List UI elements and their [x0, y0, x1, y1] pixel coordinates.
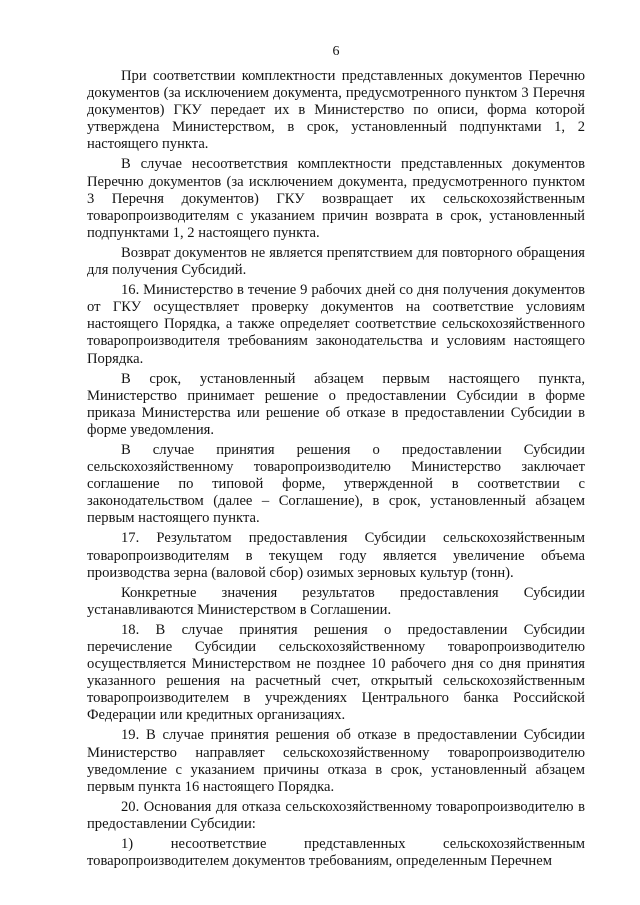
paragraph-documents-return: В случае несоответствия комплектности представленных документов Перечню документов (за исключением документа, предусмотренного пунктом 3 Перечня документов) ГКУ возвращает их сельскохозяйственным товаропроизводителям с указанием причин возврата в срок, установленный подпунктами 1, 2 настоящего пункта.	[87, 156, 585, 241]
paragraph-resubmission: Возврат документов не является препятствием для повторного обращения для получения Субсидий.	[87, 244, 585, 279]
paragraph-decision: В срок, установленный абзацем первым настоящего пункта, Министерство принимает решение о предоставлении Субсидии в форме приказа Министерства или решение об отказе в предоставлении Субсидии в форме уведомления.	[87, 370, 585, 438]
paragraph-item-19: 19. В случае принятия решения об отказе в предоставлении Субсидии Министерство направляет сельскохозяйственному товаропроизводителю уведомление с указанием причины отказа в срок, установленный абзацем первым пункта 16 настоящего Порядка.	[87, 727, 585, 795]
paragraph-result-values: Конкретные значения результатов предоставления Субсидии устанавливаются Министерством в Соглашении.	[87, 584, 585, 618]
paragraph-item-16: 16. Министерство в течение 9 рабочих дней со дня получения документов от ГКУ осуществляет проверку документов на соответствие условиям настоящего Порядка, а также определяет соответствие сельскохозяйственного товаропроизводителя требованиям законодательства и условиям настоящего Порядка.	[87, 282, 585, 367]
paragraph-documents-transfer: При соответствии комплектности представленных документов Перечню документов (за исключением документа, предусмотренного пунктом 3 Перечня документов) ГКУ передает их в Министерство по описи, форма которой утверждена Министерством, в срок, установленный подпунктами 1, 2 настоящего пункта.	[87, 68, 585, 153]
page-number: 6	[332, 44, 340, 59]
paragraph-agreement: В случае принятия решения о предоставлении Субсидии сельскохозяйственному товаропроизводителю Министерство заключает соглашение по типовой форме, утвержденной в соответствии с законодательством (далее – Соглашение), в срок, установленный абзацем первым настоящего пункта.	[87, 441, 585, 527]
paragraph-item-18: 18. В случае принятия решения о предоставлении Субсидии перечисление Субсидии сельскохозяйственному товаропроизводителю осуществляется Министерством не позднее 10 рабочего дня со дня принятия указанного решения на расчетный счет, открытый сельскохозяйственным товаропроизводителем в учреждениях Центрального банка Российской Федерации или кредитных организациях.	[87, 621, 585, 724]
page-body	[87, 68, 585, 873]
paragraph-item-17: 17. Результатом предоставления Субсидии сельскохозяйственным товаропроизводителям в текущем году является увеличение объема производства зерна (валовой сбор) озимых зерновых культур (тонн).	[87, 530, 585, 581]
paragraph-item-20: 20. Основания для отказа сельскохозяйственному товаропроизводителю в предоставлении Субсидии:	[87, 798, 585, 832]
paragraph-item-20-sub-1: 1) несоответствие представленных сельскохозяйственным товаропроизводителем документов требованиям, определенным Перечнем	[87, 836, 585, 870]
